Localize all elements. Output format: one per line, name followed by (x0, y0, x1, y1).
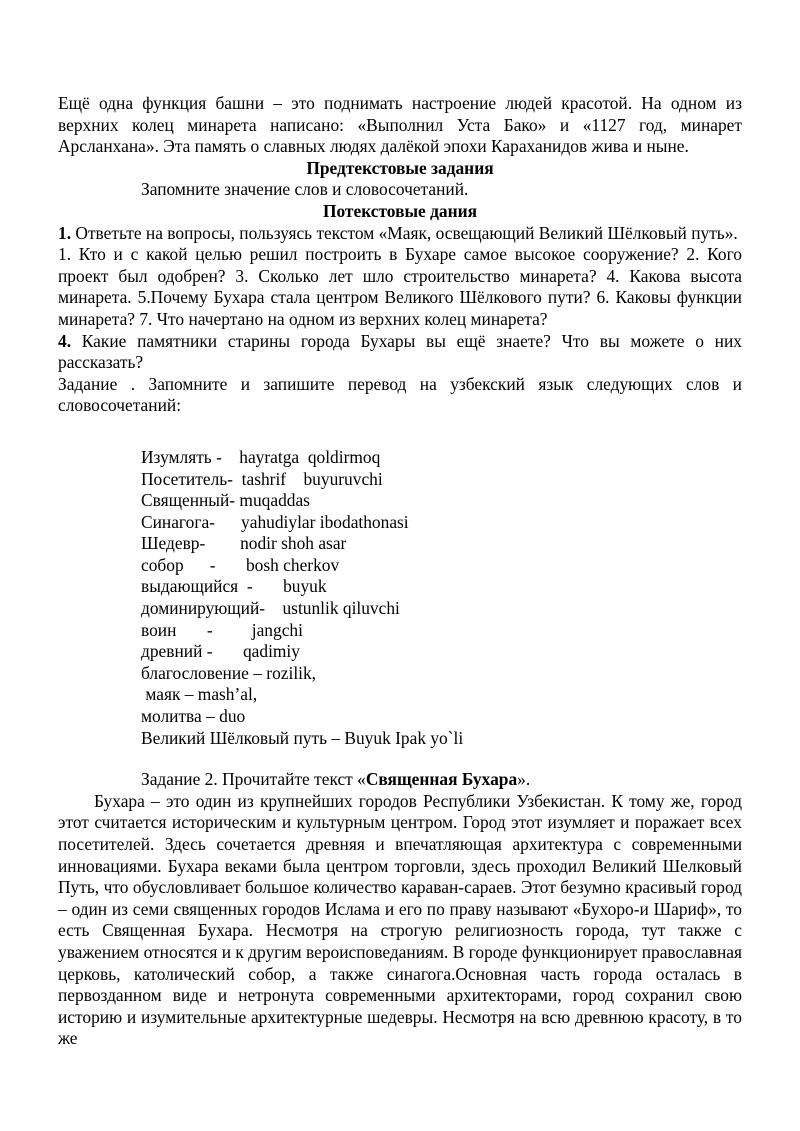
vocab-item: молитва – duo (141, 706, 246, 727)
vocab-item: Синагога- yahudiylar ibodathonasi (141, 511, 409, 532)
vocab-item: выдающийся - buyuk (141, 576, 327, 597)
task1-number: 1. (58, 222, 72, 243)
vocab-item: Священный- muqaddas (141, 490, 310, 511)
task2-heading (58, 769, 742, 791)
bukhara-text: Бухара – это один из крупнейших городов Республики Узбекистан. К тому же, город этот считается историческим и культурным центром. Город этот изумляет и поражает всех посетителей. Здесь сочетается древняя и впечатляющая архитектура с современными инновациями. Бухара веками была центром торговли, здесь проходил Великий Шелковый Путь, что обусловливает большое количество караван-сараев. Этот безумно красивый город – один из семи священных городов Ислама и его по праву называют «Бухоро-и Шариф», то есть Священная Бухара. Несмотря на строгую религиозность города, тут также с уважением относятся и к другим вероисповеданиям. В городе функционирует православная церковь, католический собор, а также синагога.Основная часть города осталась в первозданном виде и нетронута современными архитекторами, город сохранил свою историю и изумительные архитектурные шедевры. Несмотря на всю древнюю красоту, в то же (58, 790, 742, 1049)
intro-paragraph: Ещё одна функция башни – это поднимать настроение людей красотой. На одном из верхних колец минарета написано: «Выполнил Уста Бако» и «1127 год, минарет Арсланхана». Эта память о славных людях далёкой эпохи Караханидов жива и ныне. (58, 93, 742, 157)
vocab-item: Великий Шёлковый путь – Buyuk Ipak yo`li (141, 727, 464, 748)
vocab-task: Задание . Запомните и запишите перевод на узбекский язык следующих слов и словосочетаний: (58, 373, 742, 416)
task4-text: Какие памятники старины города Бухары вы ещё знаете? Что вы можете о них рассказать? (58, 330, 742, 373)
vocab-item: воин - jangchi (141, 619, 303, 640)
vocab-item: собор - bosh cherkov (141, 554, 340, 575)
vocab-item: Посетитель- tashrif buyuruvchi (141, 468, 383, 489)
document-page (58, 93, 742, 1050)
pretext-heading: Предтекстовые задания (306, 157, 494, 178)
vocab-item: доминирующий- ustunlik qiluvchi (141, 598, 400, 619)
vocab-item: древний - qadimiy (141, 641, 300, 662)
vocab-item: маяк – mash’al, (141, 684, 258, 705)
task4-number: 4. (58, 330, 72, 351)
task1-questions: 1. Кто и с какой целью решил построить в Бухаре самое высокое сооружение? 2. Кого проект был одобрен? 3. Сколько лет шло строительство минарета? 4. Какова высота минарета. 5.Почему Бухара стала центром Великого Шёлкового пути? 6. Каковы функции минарета? 7. Что начертано на одном из верхних колец минарета? (58, 244, 742, 329)
task2-suffix: ». (517, 769, 531, 790)
task4-paragraph (58, 331, 742, 374)
vocab-item: Изумлять - hayratga qoldirmoq (141, 446, 381, 467)
task1-text: Ответьте на вопросы, пользуясь текстом «Маяк, освещающий Великий Шёлковый путь». (71, 222, 738, 243)
vocab-list (58, 447, 742, 749)
task2-title: Священная Бухара (365, 769, 518, 790)
posttext-heading: Потекстовые дания (322, 200, 478, 221)
vocab-item: благословение – rozilik, (141, 662, 317, 683)
task2-prefix: Задание 2. Прочитайте текст « (141, 769, 366, 790)
pretext-instruction: Запомните значение слов и словосочетаний. (141, 179, 469, 200)
task1-paragraph (58, 223, 742, 245)
vocab-item: Шедевр- nodir shoh asar (141, 533, 347, 554)
